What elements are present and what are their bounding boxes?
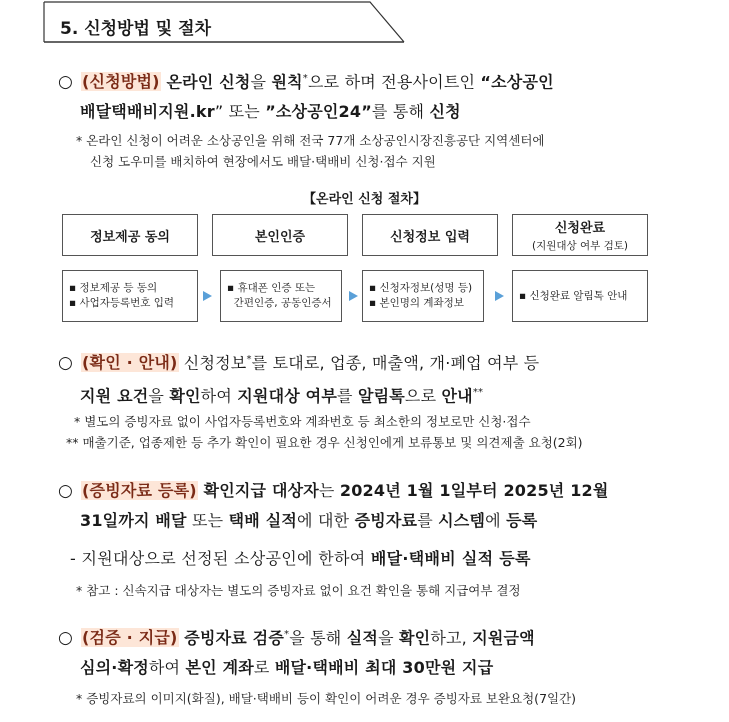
circle-bullet: ○ (58, 72, 74, 93)
paragraph-evidence-register (58, 476, 708, 536)
detail-line: ▪ 신청완료 알림톡 안내 (519, 289, 628, 302)
circle-bullet: ○ (58, 481, 74, 501)
step-label: 신청정보 입력 (390, 229, 470, 245)
paragraph-apply-method (58, 64, 708, 127)
text: 하고, (430, 628, 473, 648)
step-complete (512, 214, 648, 256)
footnote-line: ** 매출기준, 업종제한 등 추가 확인이 필요한 경우 신청인에게 보류통보 및 의견제출 요청(2회) (66, 435, 583, 450)
text: 원칙 (271, 72, 303, 92)
detail-line: ▪ 사업자등록번호 입력 (69, 297, 175, 309)
detail-identity (220, 270, 342, 322)
text: 으로 하며 전용사이트인 (308, 72, 481, 92)
text: 등록 (506, 511, 538, 530)
text: 배달택배비지원.kr (80, 102, 215, 122)
text: 택배 실적 (228, 511, 298, 530)
text: 를 (337, 386, 358, 406)
footnote-line: * 별도의 증빙자료 없이 사업자등록번호와 계좌번호 등 최소한의 정보로만 신청·접수 (74, 414, 531, 429)
text: 하여 (200, 386, 238, 406)
text: 을 통해 (289, 628, 347, 648)
tag-apply-method: (신청방법) (82, 72, 160, 92)
text: 지원대상 여부 (237, 386, 337, 406)
text: 을 (378, 628, 400, 648)
text: 지원 요건 (80, 386, 149, 406)
footnote-mark: * (302, 73, 308, 84)
text: 증빙자료 검증 (178, 628, 284, 648)
text: 으로 (404, 386, 442, 406)
detail-line: ▪ 휴대폰 인증 또는 (227, 282, 316, 294)
text: 확인지급 대상자 (197, 481, 319, 500)
circle-bullet: ○ (58, 353, 74, 374)
step-sublabel: (지원대상 여부 검토) (531, 240, 628, 252)
footnote-mark: ** (472, 387, 484, 399)
text: 증빙자료 (354, 511, 418, 530)
footnote-mark: * (284, 629, 290, 640)
section-title: 5. 신청방법 및 절차 (60, 19, 211, 39)
tag-confirm-notice: (확인 · 안내) (82, 353, 178, 373)
text: 배달·택배비 실적 등록 (370, 549, 531, 568)
step-identity (212, 214, 348, 256)
flow-title: 【온라인 신청 절차】 (303, 192, 426, 207)
arrow-right-icon (203, 291, 212, 301)
text: 하여 (148, 658, 186, 678)
tag-evidence-register: (증빙자료 등록) (82, 481, 197, 500)
dash-item-register (70, 546, 531, 569)
paragraph-confirm-notice (58, 345, 708, 412)
arrow-right-icon (349, 291, 358, 301)
text: 안내 (441, 386, 473, 406)
text: 에 대한 (297, 511, 355, 530)
text: 온라인 신청 (160, 72, 251, 92)
paragraph-verify-pay (58, 620, 708, 683)
detail-input-info (362, 270, 484, 322)
step-label: 정보제공 동의 (90, 229, 170, 245)
text: 로 (253, 658, 275, 678)
footnote-line: * 온라인 신청이 어려운 소상공인을 위해 전국 77개 소상공인시장진흥공단 지역센터에 (76, 133, 545, 148)
text: 신청정보 (178, 353, 247, 373)
text: 확인 (399, 628, 431, 648)
footnote-2 (66, 411, 583, 453)
circle-bullet: ○ (58, 628, 74, 649)
text: “소상공인 (480, 72, 554, 92)
footnote-3: * 참고 : 신속지급 대상자는 별도의 증빙자료 없이 요건 확인을 통해 지급여부 결정 (76, 583, 521, 598)
detail-line: ▪ 본인명의 계좌정보 (369, 297, 464, 309)
text: 본인 계좌 (185, 658, 254, 678)
tag-verify-pay: (검증 · 지급) (82, 628, 178, 648)
text: 신청 (429, 102, 461, 122)
text: 을 (148, 386, 170, 406)
text: 지원금액 (472, 628, 535, 648)
step-label: 신청완료 (554, 221, 606, 236)
footnote-4: * 증빙자료의 이미지(화질), 배달·택배비 등이 확인이 어려운 경우 증빙자료 보완요청(7일간) (76, 691, 577, 706)
text: 는 (318, 481, 340, 500)
text: 알림톡 (357, 386, 405, 406)
text: 확인 (169, 386, 201, 406)
text: ” 또는 (214, 102, 266, 122)
detail-line: ▪ 신청자정보(성명 등) (369, 282, 473, 294)
text: 2024년 1월 1일부터 2025년 12월 (339, 481, 609, 500)
text: 심의·확정 (80, 658, 149, 678)
footnote-line: 신청 도우미를 배치하여 현장에서도 배달·택배비 신청·접수 지원 (90, 154, 436, 169)
footnote-1 (76, 130, 544, 172)
arrow-right-icon (495, 291, 504, 301)
text: 를 토대로, 업종, 매출액, 개·폐업 여부 등 (251, 353, 540, 373)
detail-consent (62, 270, 198, 322)
text: 을 (250, 72, 272, 92)
text: 시스템 (438, 511, 486, 530)
text: ”소상공인24” (265, 102, 372, 122)
text: 를 통해 (371, 102, 430, 122)
text: - 지원대상으로 선정된 소상공인에 한하여 (70, 549, 371, 568)
text: 또는 (186, 511, 229, 530)
detail-line: 간편인증, 공동인증서 (227, 297, 332, 309)
step-consent (62, 214, 198, 256)
text: 31일까지 배달 (80, 511, 187, 530)
text: 를 (417, 511, 439, 530)
footnote-mark: * (246, 354, 252, 365)
detail-complete (512, 270, 648, 322)
text: 실적 (346, 628, 379, 648)
text: 에 (485, 511, 507, 530)
detail-line: ▪ 정보제공 등 동의 (69, 282, 158, 294)
step-input-info (362, 214, 498, 256)
text: 배달·택배비 최대 30만원 지급 (274, 658, 494, 678)
step-label: 본인인증 (254, 229, 306, 245)
